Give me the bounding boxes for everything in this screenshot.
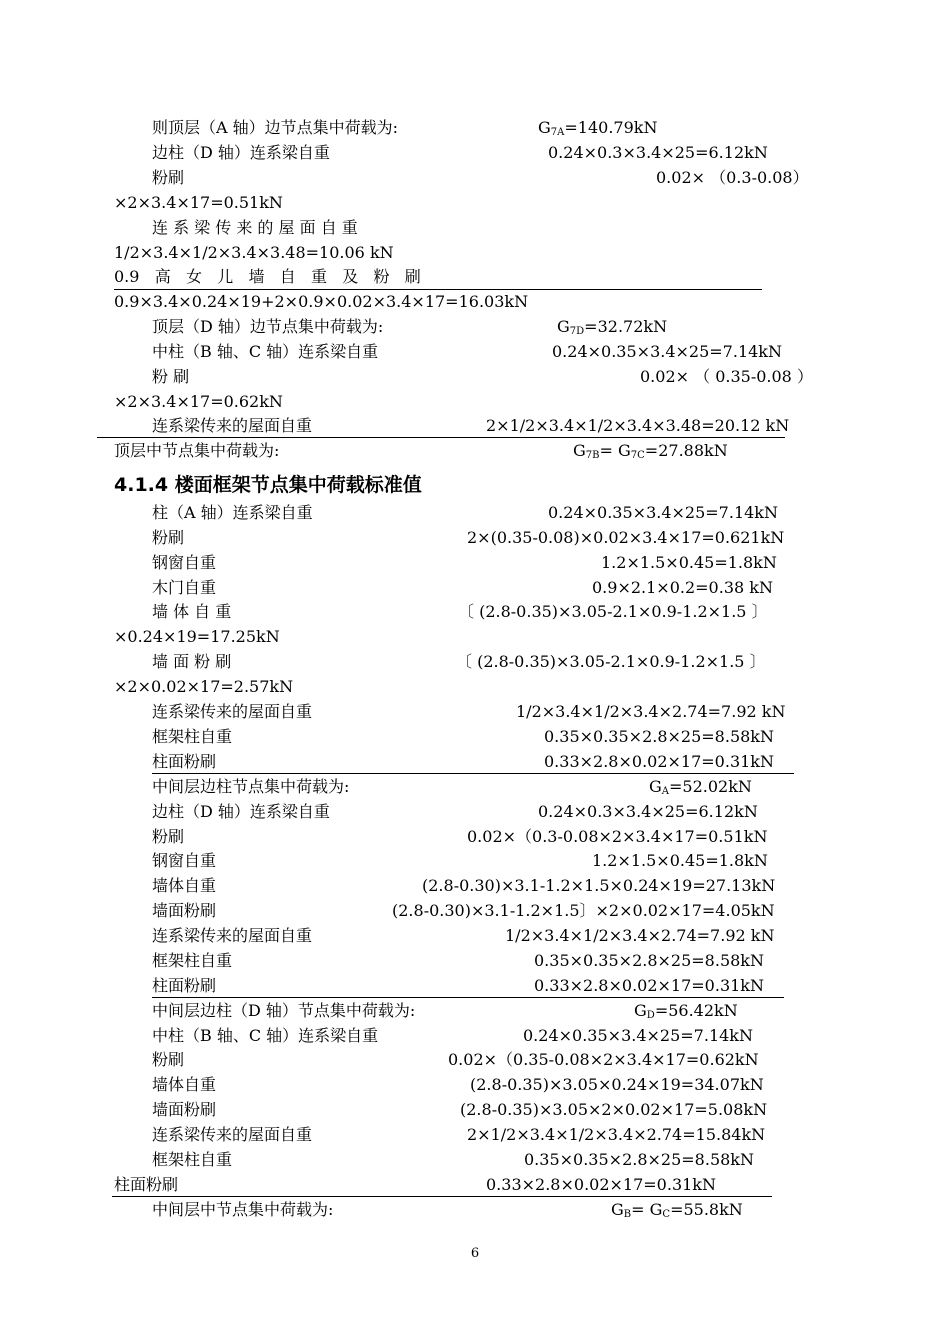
floor-bc-column-value: 0.35×0.35×2.8×25=8.58kN <box>524 1150 754 1169</box>
roof-bc-plaster-label: 粉 刷 <box>152 367 190 386</box>
floor-d-colplaster-value: 0.33×2.8×0.02×17=0.31kN <box>534 976 764 995</box>
floor-bc-total-value: $G_B= G_C=55.8kN$ <box>611 1200 743 1220</box>
roof-d-beam-label: 边柱（D 轴）连系梁自重 <box>152 143 330 162</box>
roof-tie-beam-label: 连 系 梁 传 来 的 屋 面 自 重 <box>152 218 358 237</box>
floor-a-column-value: 0.35×0.35×2.8×25=8.58kN <box>544 727 774 746</box>
floor-d-wall-label: 墙体自重 <box>152 876 217 895</box>
floor-bc-column-label: 框架柱自重 <box>152 1150 233 1169</box>
floor-bc-tie-label: 连系梁传来的屋面自重 <box>152 1125 313 1144</box>
floor-a-door-label: 木门自重 <box>152 578 217 597</box>
floor-d-wallplaster-value: (2.8-0.30)×3.1-1.2×1.5〕×2×0.02×17=4.05kN <box>392 901 775 920</box>
floor-bc-wallplaster-value: (2.8-0.35)×3.05×2×0.02×17=5.08kN <box>460 1100 768 1119</box>
floor-bc-colplaster-label: 柱面粉刷 <box>114 1175 179 1194</box>
floor-a-tie-value: 1/2×3.4×1/2×3.4×2.74=7.92 kN <box>516 702 786 721</box>
floor-a-beam-value: 0.24×0.35×3.4×25=7.14kN <box>548 503 778 522</box>
roof-a-total-value: $G_{7A}=140.79kN$ <box>538 118 658 138</box>
roof-bc-tie-label: 连系梁传来的屋面自重 <box>152 416 313 435</box>
floor-bc-wallplaster-label: 墙面粉刷 <box>152 1100 217 1119</box>
floor-d-wallplaster-label: 墙面粉刷 <box>152 901 217 920</box>
floor-d-beam-value: 0.24×0.3×3.4×25=6.12kN <box>538 802 758 821</box>
floor-d-total-label: 中间层边柱（D 轴）节点集中荷载为: <box>152 1001 416 1020</box>
roof-mid-total-value: $G_{7B}= G_{7C}=27.88kN$ <box>573 441 728 461</box>
section-heading: 4.1.4 楼面框架节点集中荷载标准值 <box>114 474 422 496</box>
floor-d-colplaster-label: 柱面粉刷 <box>152 976 217 995</box>
floor-d-total-value: $G_D=56.42kN$ <box>634 1001 738 1021</box>
floor-a-plaster-value: 2×(0.35-0.08)×0.02×3.4×17=0.621kN <box>467 528 785 547</box>
floor-bc-tie-value: 2×1/2×3.4×1/2×3.4×2.74=15.84kN <box>467 1125 766 1144</box>
roof-plaster-value: 0.02× （0.3-0.08） <box>656 168 809 187</box>
floor-bc-wall-value: (2.8-0.35)×3.05×0.24×19=34.07kN <box>470 1075 764 1094</box>
floor-a-wall-label: 墙 体 自 重 <box>152 602 232 621</box>
floor-a-wallplaster-value: 〔 (2.8-0.35)×3.05-2.1×0.9-1.2×1.5 〕 <box>456 652 766 671</box>
floor-d-window-value: 1.2×1.5×0.45=1.8kN <box>592 851 768 870</box>
floor-bc-plaster-value: 0.02×（0.35-0.08×2×3.4×17=0.62kN <box>448 1050 759 1069</box>
roof-tie-beam-value: 1/2×3.4×1/2×3.4×3.48=10.06 kN <box>114 243 394 262</box>
floor-a-window-label: 钢窗自重 <box>152 553 217 572</box>
floor-a-door-value: 0.9×2.1×0.2=0.38 kN <box>592 578 773 597</box>
roof-bc-plaster-value: 0.02× （ 0.35-0.08 ） <box>640 367 813 386</box>
floor-a-total-label: 中间层边柱节点集中荷载为: <box>152 777 350 796</box>
rule-5 <box>112 1196 772 1197</box>
floor-d-column-value: 0.35×0.35×2.8×25=8.58kN <box>534 951 764 970</box>
rule-2 <box>97 437 785 438</box>
floor-d-beam-label: 边柱（D 轴）连系梁自重 <box>152 802 330 821</box>
floor-bc-colplaster-value: 0.33×2.8×0.02×17=0.31kN <box>486 1175 716 1194</box>
roof-d-total-label: 顶层（D 轴）边节点集中荷载为: <box>152 317 384 336</box>
roof-bc-beam-value: 0.24×0.35×3.4×25=7.14kN <box>552 342 782 361</box>
roof-mid-total-label: 顶层中节点集中荷载为: <box>114 441 280 460</box>
roof-a-total-label: 则顶层（A 轴）边节点集中荷载为: <box>152 118 399 137</box>
floor-a-column-label: 框架柱自重 <box>152 727 233 746</box>
parapet-value: 0.9×3.4×0.24×19+2×0.9×0.02×3.4×17=16.03kN <box>114 292 529 311</box>
parapet-label: 0.9 高 女 儿 墙 自 重 及 粉 刷 <box>114 267 421 286</box>
floor-bc-beam-value: 0.24×0.35×3.4×25=7.14kN <box>523 1026 753 1045</box>
roof-plaster-cont: ×2×3.4×17=0.51kN <box>114 193 283 212</box>
floor-d-window-label: 钢窗自重 <box>152 851 217 870</box>
roof-bc-plaster-cont: ×2×3.4×17=0.62kN <box>114 392 283 411</box>
rule-1 <box>114 289 762 290</box>
rule-4 <box>152 997 784 998</box>
floor-a-wallplaster-cont: ×2×0.02×17=2.57kN <box>114 677 294 696</box>
floor-a-plaster-label: 粉刷 <box>152 528 185 547</box>
roof-plaster-label: 粉刷 <box>152 168 185 187</box>
floor-bc-wall-label: 墙体自重 <box>152 1075 217 1094</box>
floor-a-colplaster-value: 0.33×2.8×0.02×17=0.31kN <box>544 752 774 771</box>
roof-d-total-value: $G_{7D}=32.72kN$ <box>557 317 668 337</box>
page-number: 6 <box>470 1246 480 1261</box>
floor-a-beam-label: 柱（A 轴）连系梁自重 <box>152 503 313 522</box>
floor-a-tie-label: 连系梁传来的屋面自重 <box>152 702 313 721</box>
floor-d-column-label: 框架柱自重 <box>152 951 233 970</box>
rule-3 <box>152 773 794 774</box>
roof-bc-tie-value: 2×1/2×3.4×1/2×3.4×3.48=20.12 kN <box>486 416 790 435</box>
floor-a-wallplaster-label: 墙 面 粉 刷 <box>152 652 232 671</box>
floor-d-plaster-label: 粉刷 <box>152 827 185 846</box>
floor-a-colplaster-label: 柱面粉刷 <box>152 752 217 771</box>
floor-a-total-value: $G_A=52.02kN$ <box>649 777 752 797</box>
floor-d-plaster-value: 0.02×（0.3-0.08×2×3.4×17=0.51kN <box>467 827 768 846</box>
floor-d-wall-value: (2.8-0.30)×3.1-1.2×1.5×0.24×19=27.13kN <box>422 876 776 895</box>
floor-a-wall-value: 〔 (2.8-0.35)×3.05-2.1×0.9-1.2×1.5 〕 <box>458 602 768 621</box>
floor-bc-total-label: 中间层中节点集中荷载为: <box>152 1200 334 1219</box>
floor-bc-plaster-label: 粉刷 <box>152 1050 185 1069</box>
floor-d-tie-label: 连系梁传来的屋面自重 <box>152 926 313 945</box>
roof-d-beam-value: 0.24×0.3×3.4×25=6.12kN <box>548 143 768 162</box>
floor-a-window-value: 1.2×1.5×0.45=1.8kN <box>601 553 777 572</box>
floor-a-wall-cont: ×0.24×19=17.25kN <box>114 627 280 646</box>
roof-bc-beam-label: 中柱（B 轴、C 轴）连系梁自重 <box>152 342 379 361</box>
floor-d-tie-value: 1/2×3.4×1/2×3.4×2.74=7.92 kN <box>505 926 775 945</box>
floor-bc-beam-label: 中柱（B 轴、C 轴）连系梁自重 <box>152 1026 379 1045</box>
